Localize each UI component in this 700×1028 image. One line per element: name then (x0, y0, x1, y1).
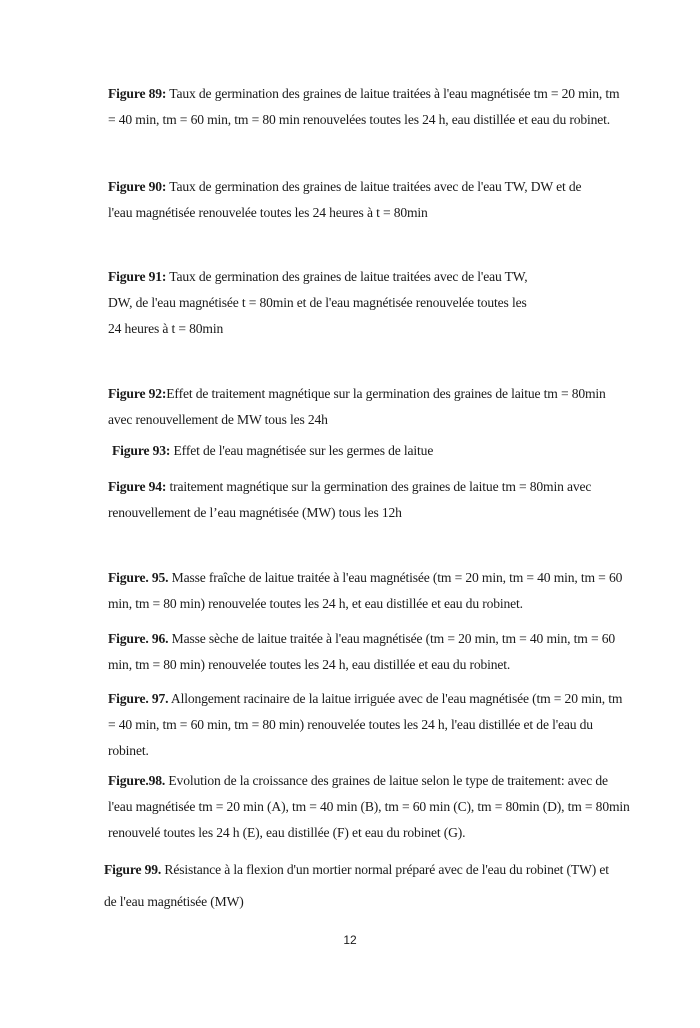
caption-text: Résistance à la flexion d'un mortier normal préparé avec de l'eau du robinet (TW) et (161, 862, 609, 877)
figure-label: Figure 91: (108, 269, 167, 284)
caption-text: = 40 min, tm = 60 min, tm = 80 min) renouvelée toutes les 24 h, l'eau distillée et de l'eau du (108, 717, 593, 732)
figure-caption-89 (108, 81, 658, 133)
figure-caption-98 (108, 768, 658, 846)
figure-caption-90 (108, 174, 628, 226)
figure-caption-94 (108, 474, 658, 526)
caption-text: = 40 min, tm = 60 min, tm = 80 min renouvelées toutes les 24 h, eau distillée et eau du robinet. (108, 112, 611, 127)
caption-text: Masse fraîche de laitue traitée à l'eau magnétisée (tm = 20 min, tm = 40 min, tm = 60 (168, 570, 623, 585)
figure-caption-93 (112, 438, 662, 464)
caption-text: l'eau magnétisée renouvelée toutes les 24 heures à t = 80min (108, 205, 428, 220)
figure-label: Figure. 96. (108, 631, 169, 646)
figure-caption-91 (108, 264, 578, 342)
figure-label: Figure. 97. (108, 691, 169, 706)
figure-label: Figure 92: (108, 386, 167, 401)
figure-label: Figure 93: (112, 443, 171, 458)
caption-text: min, tm = 80 min) renouvelée toutes les 24 h, et eau distillée et eau du robinet. (108, 596, 523, 611)
caption-text: Taux de germination des graines de laitue traitées avec de l'eau TW, DW et de (166, 179, 582, 194)
caption-text: renouvellement de l’eau magnétisée (MW) tous les 12h (108, 505, 402, 520)
caption-text: Taux de germination des graines de laitue traitées à l'eau magnétisée tm = 20 min, tm (166, 86, 620, 101)
caption-text: DW, de l'eau magnétisée t = 80min et de l'eau magnétisée renouvelée toutes les (108, 295, 527, 310)
caption-text: renouvelé toutes les 24 h (E), eau distillée (F) et eau du robinet (G). (108, 825, 466, 840)
caption-text: min, tm = 80 min) renouvelée toutes les 24 h, eau distillée et eau du robinet. (108, 657, 511, 672)
figure-label: Figure 99. (104, 862, 162, 877)
figure-caption-95 (108, 565, 658, 617)
figure-label: Figure 94: (108, 479, 167, 494)
caption-text: Effet de traitement magnétique sur la germination des graines de laitue tm = 80min (166, 386, 606, 401)
caption-text: Masse sèche de laitue traitée à l'eau magnétisée (tm = 20 min, tm = 40 min, tm = 60 (168, 631, 616, 646)
figure-label: Figure 90: (108, 179, 167, 194)
caption-text: Taux de germination des graines de laitue traitées avec de l'eau TW, (166, 269, 528, 284)
figure-label: Figure 89: (108, 86, 167, 101)
figure-label: Figure.98. (108, 773, 166, 788)
caption-text: l'eau magnétisée tm = 20 min (A), tm = 40 min (B), tm = 60 min (C), tm = 80min (D), tm = 80min (108, 799, 630, 814)
caption-text: robinet. (108, 743, 149, 758)
figure-caption-92 (108, 381, 658, 433)
caption-text: de l'eau magnétisée (MW) (104, 894, 244, 909)
caption-text: Evolution de la croissance des graines de laitue selon le type de traitement: avec de (165, 773, 608, 788)
caption-text: avec renouvellement de MW tous les 24h (108, 412, 328, 427)
caption-text: traitement magnétique sur la germination des graines de laitue tm = 80min avec (166, 479, 592, 494)
figure-caption-99 (104, 854, 664, 918)
figure-label: Figure. 95. (108, 570, 169, 585)
figure-caption-97 (108, 686, 658, 764)
figure-caption-96 (108, 626, 658, 678)
caption-text: Effet de l'eau magnétisée sur les germes de laitue (170, 443, 434, 458)
caption-text: 24 heures à t = 80min (108, 321, 224, 336)
page-number: 12 (343, 933, 357, 947)
caption-text: Allongement racinaire de la laitue irriguée avec de l'eau magnétisée (tm = 20 min, tm (168, 691, 623, 706)
